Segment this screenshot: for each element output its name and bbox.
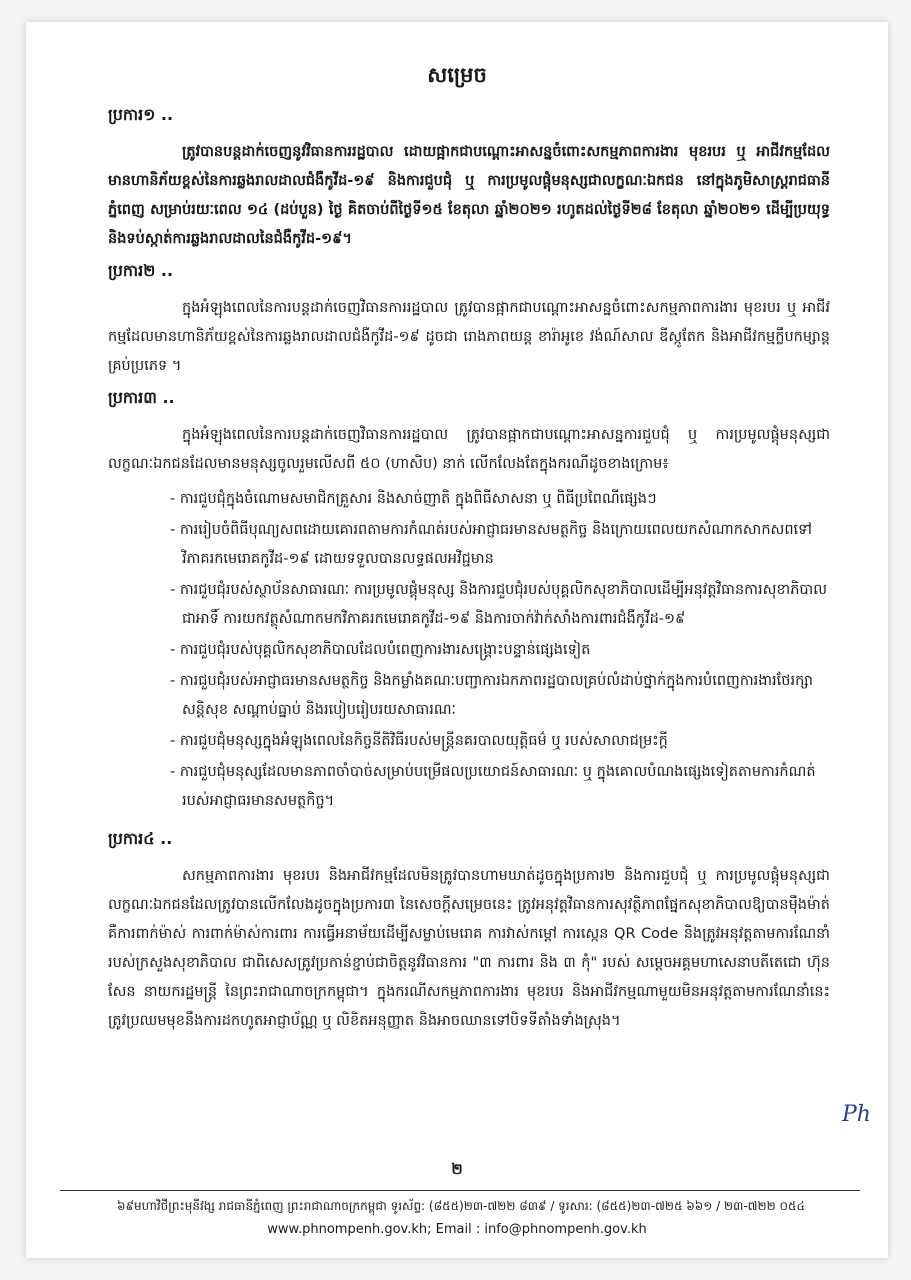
signature-initials: Ph bbox=[842, 1102, 871, 1127]
page-number: ២ bbox=[451, 1160, 463, 1178]
article-3-title: ប្រការ៣ .. bbox=[108, 388, 175, 407]
footer-contact: www.phnompenh.gov.kh; Email : info@phnompenh.gov.kh bbox=[267, 1222, 647, 1237]
list-item: - ការរៀបចំពិធីបុណ្យសពដោយគោរពតាមការកំណត់របស់អាជ្ញាធរមានសមត្ថកិច្ច និងក្រោយពេលយកសំណាកសាកសពទៅវិភាគរកមេរោគកូវីដ-១៩ ដោយទទួលបានលទ្ធផលអវិជ្ជមាន bbox=[170, 522, 812, 567]
list-item: - ការជួបជុំមនុស្សដែលមានភាពចាំបាច់សម្រាប់បម្រើផលប្រយោជន៍សាធារណៈ ឬ ក្នុងគោលបំណងផ្សេងទៀតតាមការកំណត់របស់អាជ្ញាធរមានសមត្ថកិច្ច។ bbox=[170, 764, 816, 809]
list-item: - ការជួបជុំរបស់បុគ្គលិកសុខាភិបាលដែលបំពេញការងារសង្គ្រោះបន្ទាន់ផ្សេងទៀត bbox=[170, 642, 591, 658]
list-item: - ការជួបជុំរបស់អាជ្ញាធរមានសមត្ថកិច្ច និងកម្លាំងគណៈបញ្ជាការឯកភាពរដ្ឋបាលគ្រប់លំដាប់ថ្នាក់ក្នុងការបំពេញការងារថែរក្សាសន្តិសុខ សណ្ដាប់ធ្នាប់ និងរបៀបរៀបរយសាធារណៈ bbox=[170, 673, 813, 718]
article-4-title: ប្រការ៤ .. bbox=[108, 829, 173, 848]
footer-divider bbox=[60, 1190, 860, 1191]
document-heading: សម្រេច bbox=[427, 63, 487, 87]
article-1-title: ប្រការ១ .. bbox=[108, 105, 174, 124]
article-1-paragraph: ត្រូវបានបន្តដាក់ចេញនូវវិធានការរដ្ឋបាល ដោយផ្អាកជាបណ្ដោះអាសន្នចំពោះសកម្មភាពការងារ មុខរបរ ឬ អាជីវកម្មដែលមានហានិភ័យខ្ពស់នៃការឆ្លងរាលដាលជំងឺកូវីដ-១៩ និងការជួបជុំ ឬ ការប្រមូលផ្ដុំមនុស្សជាលក្ខណៈឯកជន នៅក្នុងភូមិសាស្ត្ររាជធានីភ្នំពេញ សម្រាប់រយៈពេល ១៤ (ដប់បួន) ថ្ងៃ គិតចាប់ពីថ្ងៃទី១៥ ខែតុលា ឆ្នាំ២០២១ រហូតដល់ថ្ងៃទី២៨ ខែតុលា ឆ្នាំ២០២១ ដើម្បីប្រយុទ្ធ និងទប់ស្កាត់ការឆ្លងរាលដាលនៃជំងឺកូវីដ-១៩។ bbox=[108, 144, 830, 247]
footer-address: ៦៩មហាវិថីព្រះមុនីវង្ស រាជធានីភ្នំពេញ ព្រះរាជាណាចក្រកម្ពុជា ទូរស័ព្ទ: (៨៥៥)២៣-៧២២ ៨៣៩ / ទូរសារ: (៨៥៥)២៣-៧២៥ ៦៦១ / ២៣-៧២២ ០៥៤ bbox=[117, 1199, 805, 1213]
document-page bbox=[26, 22, 888, 1258]
article-4-paragraph: សកម្មភាពការងារ មុខរបរ និងអាជីវកម្មដែលមិនត្រូវបានហាមឃាត់ដូចក្នុងប្រការ២ និងការជួបជុំ ឬ ការប្រមូលផ្ដុំមនុស្សជាលក្ខណៈឯកជនដែលត្រូវបានលើកលែងដូចក្នុងប្រការ៣ នៃសេចក្ដីសម្រេចនេះ ត្រូវអនុវត្តវិធានការសុវត្ថិភាពផ្នែកសុខាភិបាលឱ្យបានម៉ឺងម៉ាត់ គឺការពាក់ម៉ាស់ ការពាក់ម៉ាស់ការពារ ការធ្វើអនាម័យដើម្បីសម្លាប់មេរោគ ការវាស់កម្ដៅ ការស្កេន QR Code និងត្រូវអនុវត្តតាមការណែនាំរបស់ក្រសួងសុខាភិបាល ជាពិសេសត្រូវប្រកាន់ខ្ជាប់ជាចិត្តនូវវិធានការ "៣ ការពារ និង ៣ កុំ" របស់ សម្ដេចអគ្គមហាសេនាបតីតេជោ ហ៊ុន សែន នាយករដ្ឋមន្ត្រី នៃព្រះរាជាណាចក្រកម្ពុជា។ ក្នុងករណីសកម្មភាពការងារ មុខរបរ និងអាជីវកម្មណាមួយមិនអនុវត្តតាមការណែនាំនេះ ត្រូវប្រឈមមុខនឹងការដកហូតអាជ្ញាប័ណ្ណ ឬ លិខិតអនុញ្ញាត និងអាចឈានទៅបិទទីតាំងទាំងស្រុង។ bbox=[108, 868, 830, 1029]
article-2-title: ប្រការ២ .. bbox=[108, 261, 174, 280]
list-item: - ការជួបជុំរបស់ស្ថាប័នសាធារណៈ ការប្រមូលផ្ដុំមនុស្ស និងការជួបជុំរបស់បុគ្គលិកសុខាភិបាលដើម្បីអនុវត្តវិធានការសុខាភិបាល ជាអាទិ៍ ការយកវត្ថុសំណាកមកវិភាគរកមេរោគកូវីដ-១៩ និងការចាក់វ៉ាក់សាំងការពារជំងឺកូវីដ-១៩ bbox=[170, 582, 828, 627]
article-3-exceptions-list bbox=[170, 485, 830, 816]
article-2-paragraph: ក្នុងអំឡុងពេលនៃការបន្តដាក់ចេញវិធានការរដ្ឋបាល ត្រូវបានផ្អាកជាបណ្ដោះអាសន្នចំពោះសកម្មភាពការងារ មុខរបរ ឬ អាជីវកម្មដែលមានហានិភ័យខ្ពស់នៃការឆ្លងរាលដាលជំងឺកូវីដ-១៩ ដូចជា រោងភាពយន្ត ខារ៉ាអូខេ វង់ណ៍សាល ឌីស្កូតែក និងអាជីវកម្មក្លឹបកម្សាន្តគ្រប់ប្រភេទ ។ bbox=[108, 300, 830, 374]
list-item: - ការជួបជុំមនុស្សក្នុងអំឡុងពេលនៃកិច្ចនីតិវិធីរបស់មន្ត្រីនគរបាលយុត្តិធម៌ ឬ របស់សាលាជម្រះក្ដី bbox=[170, 733, 668, 749]
list-item: - ការជួបជុំក្នុងចំណោមសមាជិកគ្រួសារ និងសាច់ញាតិ ក្នុងពិធីសាសនា ឬ ពិធីប្រពៃណីផ្សេងៗ bbox=[170, 491, 657, 507]
document-body bbox=[108, 100, 830, 1042]
article-3-paragraph: ក្នុងអំឡុងពេលនៃការបន្តដាក់ចេញវិធានការរដ្ឋបាល ត្រូវបានផ្អាកជាបណ្ដោះអាសន្នការជួបជុំ ឬ ការប្រមូលផ្ដុំមនុស្សជាលក្ខណៈឯកជនដែលមានមនុស្សចូលរួមលើសពី ៥០ (ហាសិប) នាក់ លើកលែងតែក្នុងករណីដូចខាងក្រោម៖ bbox=[108, 427, 830, 472]
